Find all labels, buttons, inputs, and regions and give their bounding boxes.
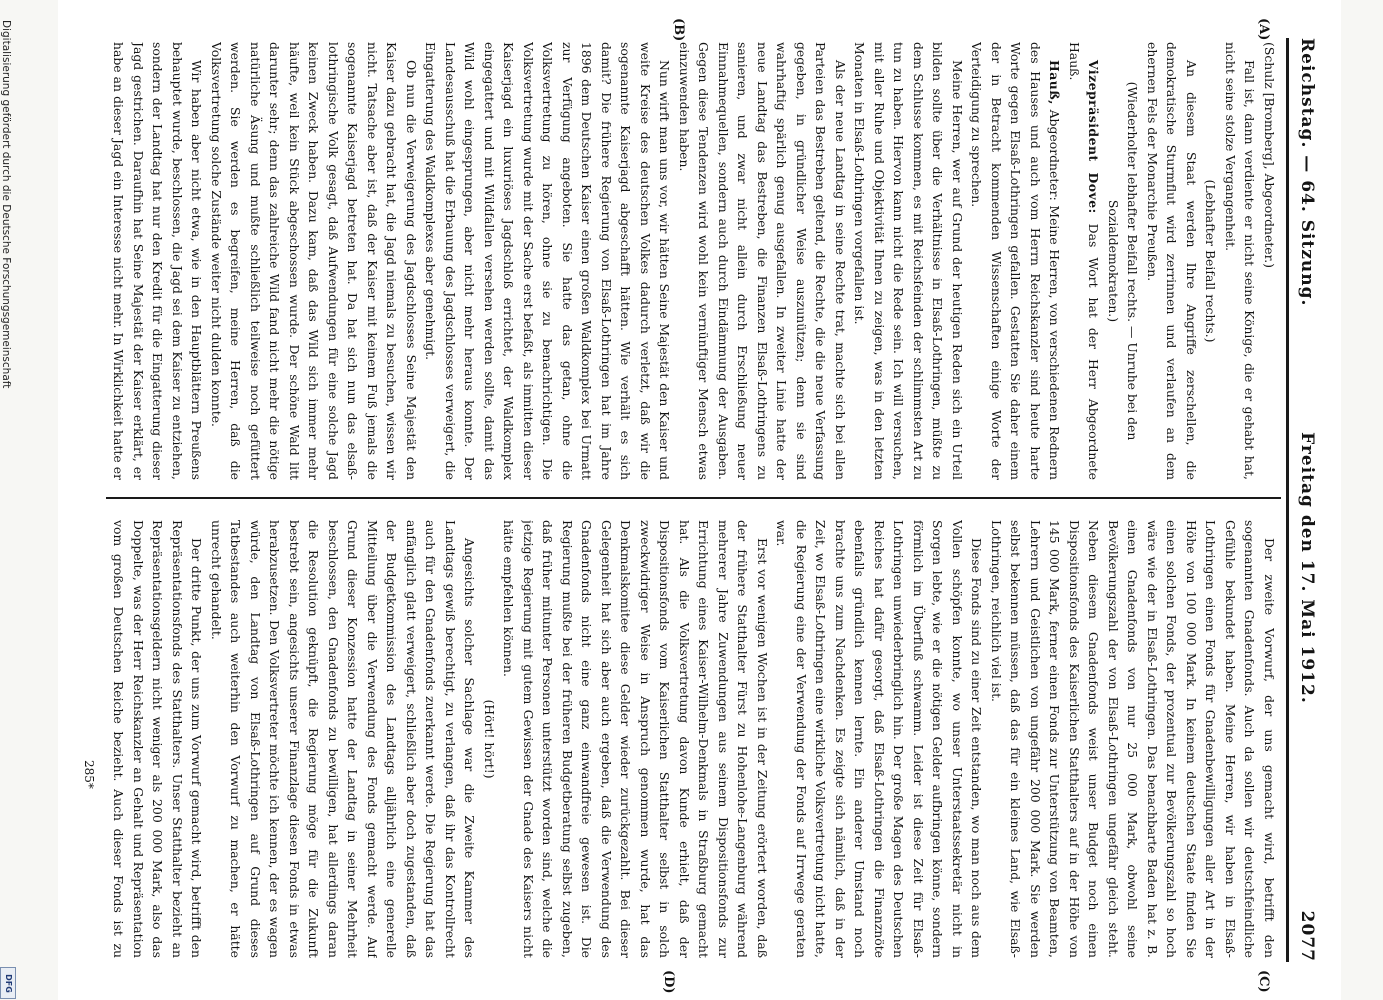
margin-letter-c: (C) [1256,970,1271,993]
body-paragraph: Als der neue Landtag in seine Rechte trat, machte sich bei allen Parteien das Bestreben geltend, die Rechte, die die neue Verfassung gegeben, in gründlicher Weise auszunützen; denn sie sind wahrhaftig spärlich genug ausgefallen. In zweiter Linie hatte der neue Landtag das Bestreben, die Finanzen Elsaß-Lothringens zu sanieren, und zwar nicht allein durch Erschließung neuer Einnahmequellen, sondern auch durch Eindämmung der Ausgaben. Gegen diese Tendenzen wird wohl kein vernünftiger Mensch etwas einzuwenden haben. [677,42,848,480]
scanned-page [58,0,1341,1000]
page-header [1293,38,1317,962]
speech-text: Abgeordneter: Meine Herren, von verschiedenen Rednern des Hauses und auch vom Herrn Reichskanzler sind heute harte Worte gegen Elsaß-Lothringen gefallen. Gestatten Sie daher einem der in Betracht kommenden Wissenschaften einige Worte der Verteidigung zu sprechen. [969,42,1063,480]
body-paragraph: An diesem Staat werden Ihre Angriffe zerschellen, die demokratische Sturmflut wird zerrinnen und verlaufen an dem ehernen Fels der Monarchie Preußen. [1145,42,1199,480]
speaker-name: Hauß, [1047,60,1063,105]
signature-mark: 285* [82,760,96,789]
body-paragraph: Meine Herren, wer auf Grund der heutigen Reden sich ein Urteil bilden sollte über die Verhältnisse in Elsaß-Lothringen, müßte zu dem Schlusse kommen, es mit Reichsfeinden der schlimmsten Art zu tun zu haben. Hiervon kann nicht die Rede sein. Ich will versuchen, mit aller Ruhe und Objektivität Ihnen zu zeigen, was in den letzten Monaten in Elsaß-Lothringen vorgefallen ist. [852,42,965,480]
interjection: (Lebhafter Beifall rechts.) [1203,179,1219,343]
body-paragraph: Wir haben aber nicht etwa, wie in den Hauptblättern Preußens behauptet wurde, beschlossen, die Jagd sei dem Kaiser zu entziehen, sondern der Landtag hat nur den Kredit für die Eingatterung dieser Jagd gestrichen. Daraufhin hat Seine Majestät der Kaiser erklärt, er habe an dieser Jagd ein Interesse nicht mehr. In Wirklichkeit hatte er [111,42,205,480]
right-text-column [109,520,1279,958]
body-paragraph: Erst vor wenigen Wochen ist in der Zeitung erörtert worden, daß der frühere Statthalter Fürst zu Hohenlohe-Langenburg während mehrerer Jahre Zuwendungen aus seinem Dispositionsfonds zur Errichtung eines Kaiser-Wilhelm-Denkmals in Straßburg gemacht hat. Als die Volksvertretung davon Kunde erhielt, daß der Dispositionsfonds vom Kaiserlichen Statthalter selbst in solch zweckwidriger Weise in Anspruch genommen wurde, hat das Denkmalskomitee diese Gelder wieder zurückgezahlt. Bei dieser Gelegenheit hat sich aber auch ergeben, daß die Verwendung des Gnadenfonds nicht eine ganz einwandfreie gewesen ist. Die Regierung mußte bei der früheren Budgetberatung selbst zugeben, daß früher mitunter Personen unterstützt worden sind, welche die jetzige Regierung mit gutem Gewissen der Gnade des Kaisers nicht hätte empfehlen können. [501,520,770,958]
body-paragraph: Angesichts solcher Sachlage war die Zweite Kammer des Landtags gewiß berechtigt, zu verlangen, daß ihr das Kontrollrecht auch für den Gnadenfonds zuerkannt werde. Die Regierung hat das anfänglich glatt verweigert, schließlich aber doch zugestanden, daß der Budgetkommission des Landtags alljährlich eine generelle Mitteilung über die Verwendung des Fonds gemacht werde. Auf Grund dieser Konzession hatte der Landtag in seiner Mehrheit beschlossen, den Gnadenfonds zu bewilligen, hat allerdings daran die Resolution geknüpft, die Regierung möge für die Zukunft bestrebt sein, angesichts unserer Finanzlage diesen Fonds in etwas herabzusetzen. Den Volksvertreter möchte ich kennen, der es wagen würde, den Landtag von Elsaß-Lothringen auf Grund dieses Tatbestandes auch weiterhin den Vorwurf zu machen, er hätte unrecht gehandelt. [209,520,478,958]
speech-text: Das Wort hat der Herr Abgeordnete Hauß. [1067,42,1102,480]
speech-paragraph [1065,42,1104,480]
body-paragraph: Diese Fonds sind zu einer Zeit entstanden, wo man noch aus dem Vollen schöpfen konnte, wo unser Unterstaatssekretär nicht in Sorgen lebte, wie er die nötigen Gelder aufbringen könne, sondern förmlich im Überfluß schwamm. Leider ist diese Zeit für Elsaß-Lothringen unwiederbringlich hin. Der große Magen des Deutschen Reiches hat dafür gesorgt, daß Elsaß-Lothringen die Finanznöte ebenfalls gründlich kennen lernte. Ein anderer Umstand noch brachte uns zum Nachdenken. Es zeigte sich nämlich, daß in der Zeit, wo Elsaß-Lothringen eine wirkliche Volksvertretung nicht hatte, die Regierung eine der Verwendung der Fonds auf Irrwege geraten war. [774,520,985,958]
dfg-logo: DFG [0,967,16,999]
column-divider [106,497,1281,499]
margin-letter-a: (A) [1256,18,1271,41]
left-text-column [109,42,1279,480]
header-rule [1286,38,1289,962]
interjection: (Hört! hört!) [482,699,497,779]
body-paragraph: Nun wirft man uns vor, wir hätten Seine Majestät den Kaiser und weite Kreise des deutschen Volkes dadurch verletzt, daß wir die sogenannte Kaiserjagd abgeschafft hätten. Wie verhält es sich damit? Die frühere Regierung von Elsaß-Lothringen hat im Jahre 1896 dem Deutschen Kaiser einen großen Waldkomplex bei Urmatt zur Verfügung angeboten. Sie hatte das getan, ohne die Volksvertretung zu hören, ohne sie zu benachrichtigen. Die Volksvertretung wurde mit der Sache erst befaßt, als inmitten dieser Kaiserjagd ein luxuriöses Jagdschloß errichtet, der Waldkomplex eingegattert und mit Wildfallen versehen werden sollte, damit das Wild wohl eingesprungen, aber nicht mehr heraus konnte. Der Landesausschuß hat die Erbauung des Jagdschlosses verweigert, die Eingatterung des Waldkomplexes aber genehmigt. [423,42,673,480]
digitization-note: Digitalisierung gefördert durch die Deutsche Forschungsgemeinschaft [0,20,12,389]
page-number: 2077 [1297,910,1317,962]
body-paragraph: Der dritte Punkt, der uns zum Vorwurf gemacht wird, betrifft den Repräsentationsfonds des Statthalters. Unser Statthalter bezieht an Repräsentationsgeldern nicht weniger als 200 000 Mark, also das Doppelte, was der Herr Reichskanzler an Gehalt und Repräsentation vom großen Deutschen Reiche bezieht. Auch dieser Fonds ist zu [111,520,205,958]
speech-paragraph [967,42,1065,480]
body-paragraph: Ob nun die Verweigerung des Jagdschlosses Seine Majestät den Kaiser dazu gebracht hat, die Jagd niemals zu besuchen, wissen wir nicht. Tatsache aber ist, daß der Kaiser mit keinem Fuß jemals die sogenannte Kaiserjagd betreten hat. Da hat sich nun das elsaß-lothringische Volk gesagt, daß Aufwendungen für eine solche Jagd keinen Zweck haben. Dazu kam, daß das Wild sich immer mehr häufte, weil kein Stück abgeschossen wurde. Der schöne Wald litt darunter sehr; denn das zahlreiche Wild fand nicht mehr die nötige natürliche Äsung und mußte schließlich teilweise noch gefüttert werden. Sie werden es begreifen, meine Herren, daß die Volksvertretung solche Zustände weiter nicht dulden konnte. [209,42,419,480]
interjection: (Wiederholter lebhafter Beifall rechts. — Unruhe bei den Sozialdemokraten.) [1106,81,1141,441]
body-paragraph: Der zweite Vorwurf, der uns gemacht wird, betrifft den sogenannten Gnadenfonds. Auch da sollen wir deutschfeindliche Gefühle bekundet haben. Meine Herren, wir haben in Elsaß-Lothringen einen Fonds für Gnadenbewilligungen aller Art in der Höhe von 100 000 Mark. In keinem deutschen Staate finden Sie einen solchen Fonds, der prozentual zur Bevölkerungszahl so hoch wäre wie der in Elsaß-Lothringen. Das benachbarte Baden hat z. B. einen Gnadenfonds von nur 25 000 Mark, obwohl seine Bevölkerungszahl der von Elsaß-Lothringen ungefähr gleich steht. Neben diesem Gnadenfonds weist unser Budget noch einen Dispositionsfonds des Kaiserlichen Statthalters auf in der Höhe von 145 000 Mark, ferner einen Fonds zur Unterstützung von Beamten, Lehrern und Geistlichen von ungefähr 200 000 Mark. Sie werden selbst bekennen müssen, daß das für ein kleines Land, wie Elsaß-Lothringen, reichlich viel ist. [989,520,1277,958]
speaker-reference: (Schulz [Bromberg], Abgeordneter.) [1262,42,1277,268]
margin-letter-b: (B) [671,18,686,42]
header-date-and-page [1297,432,1317,962]
header-session-title: Reichstag. — 64. Sitzung. [1297,38,1317,307]
speaker-name: Vizepräsident Dove: [1086,60,1102,214]
margin-letter-d: (D) [661,970,676,994]
header-date: Freitag den 17. Mai 1912. [1297,432,1317,704]
body-paragraph: Fall ist, dann verdiente er nicht seine Könige, die er gehabt hat, nicht seine stolze Vergangenheit. [1223,42,1258,480]
